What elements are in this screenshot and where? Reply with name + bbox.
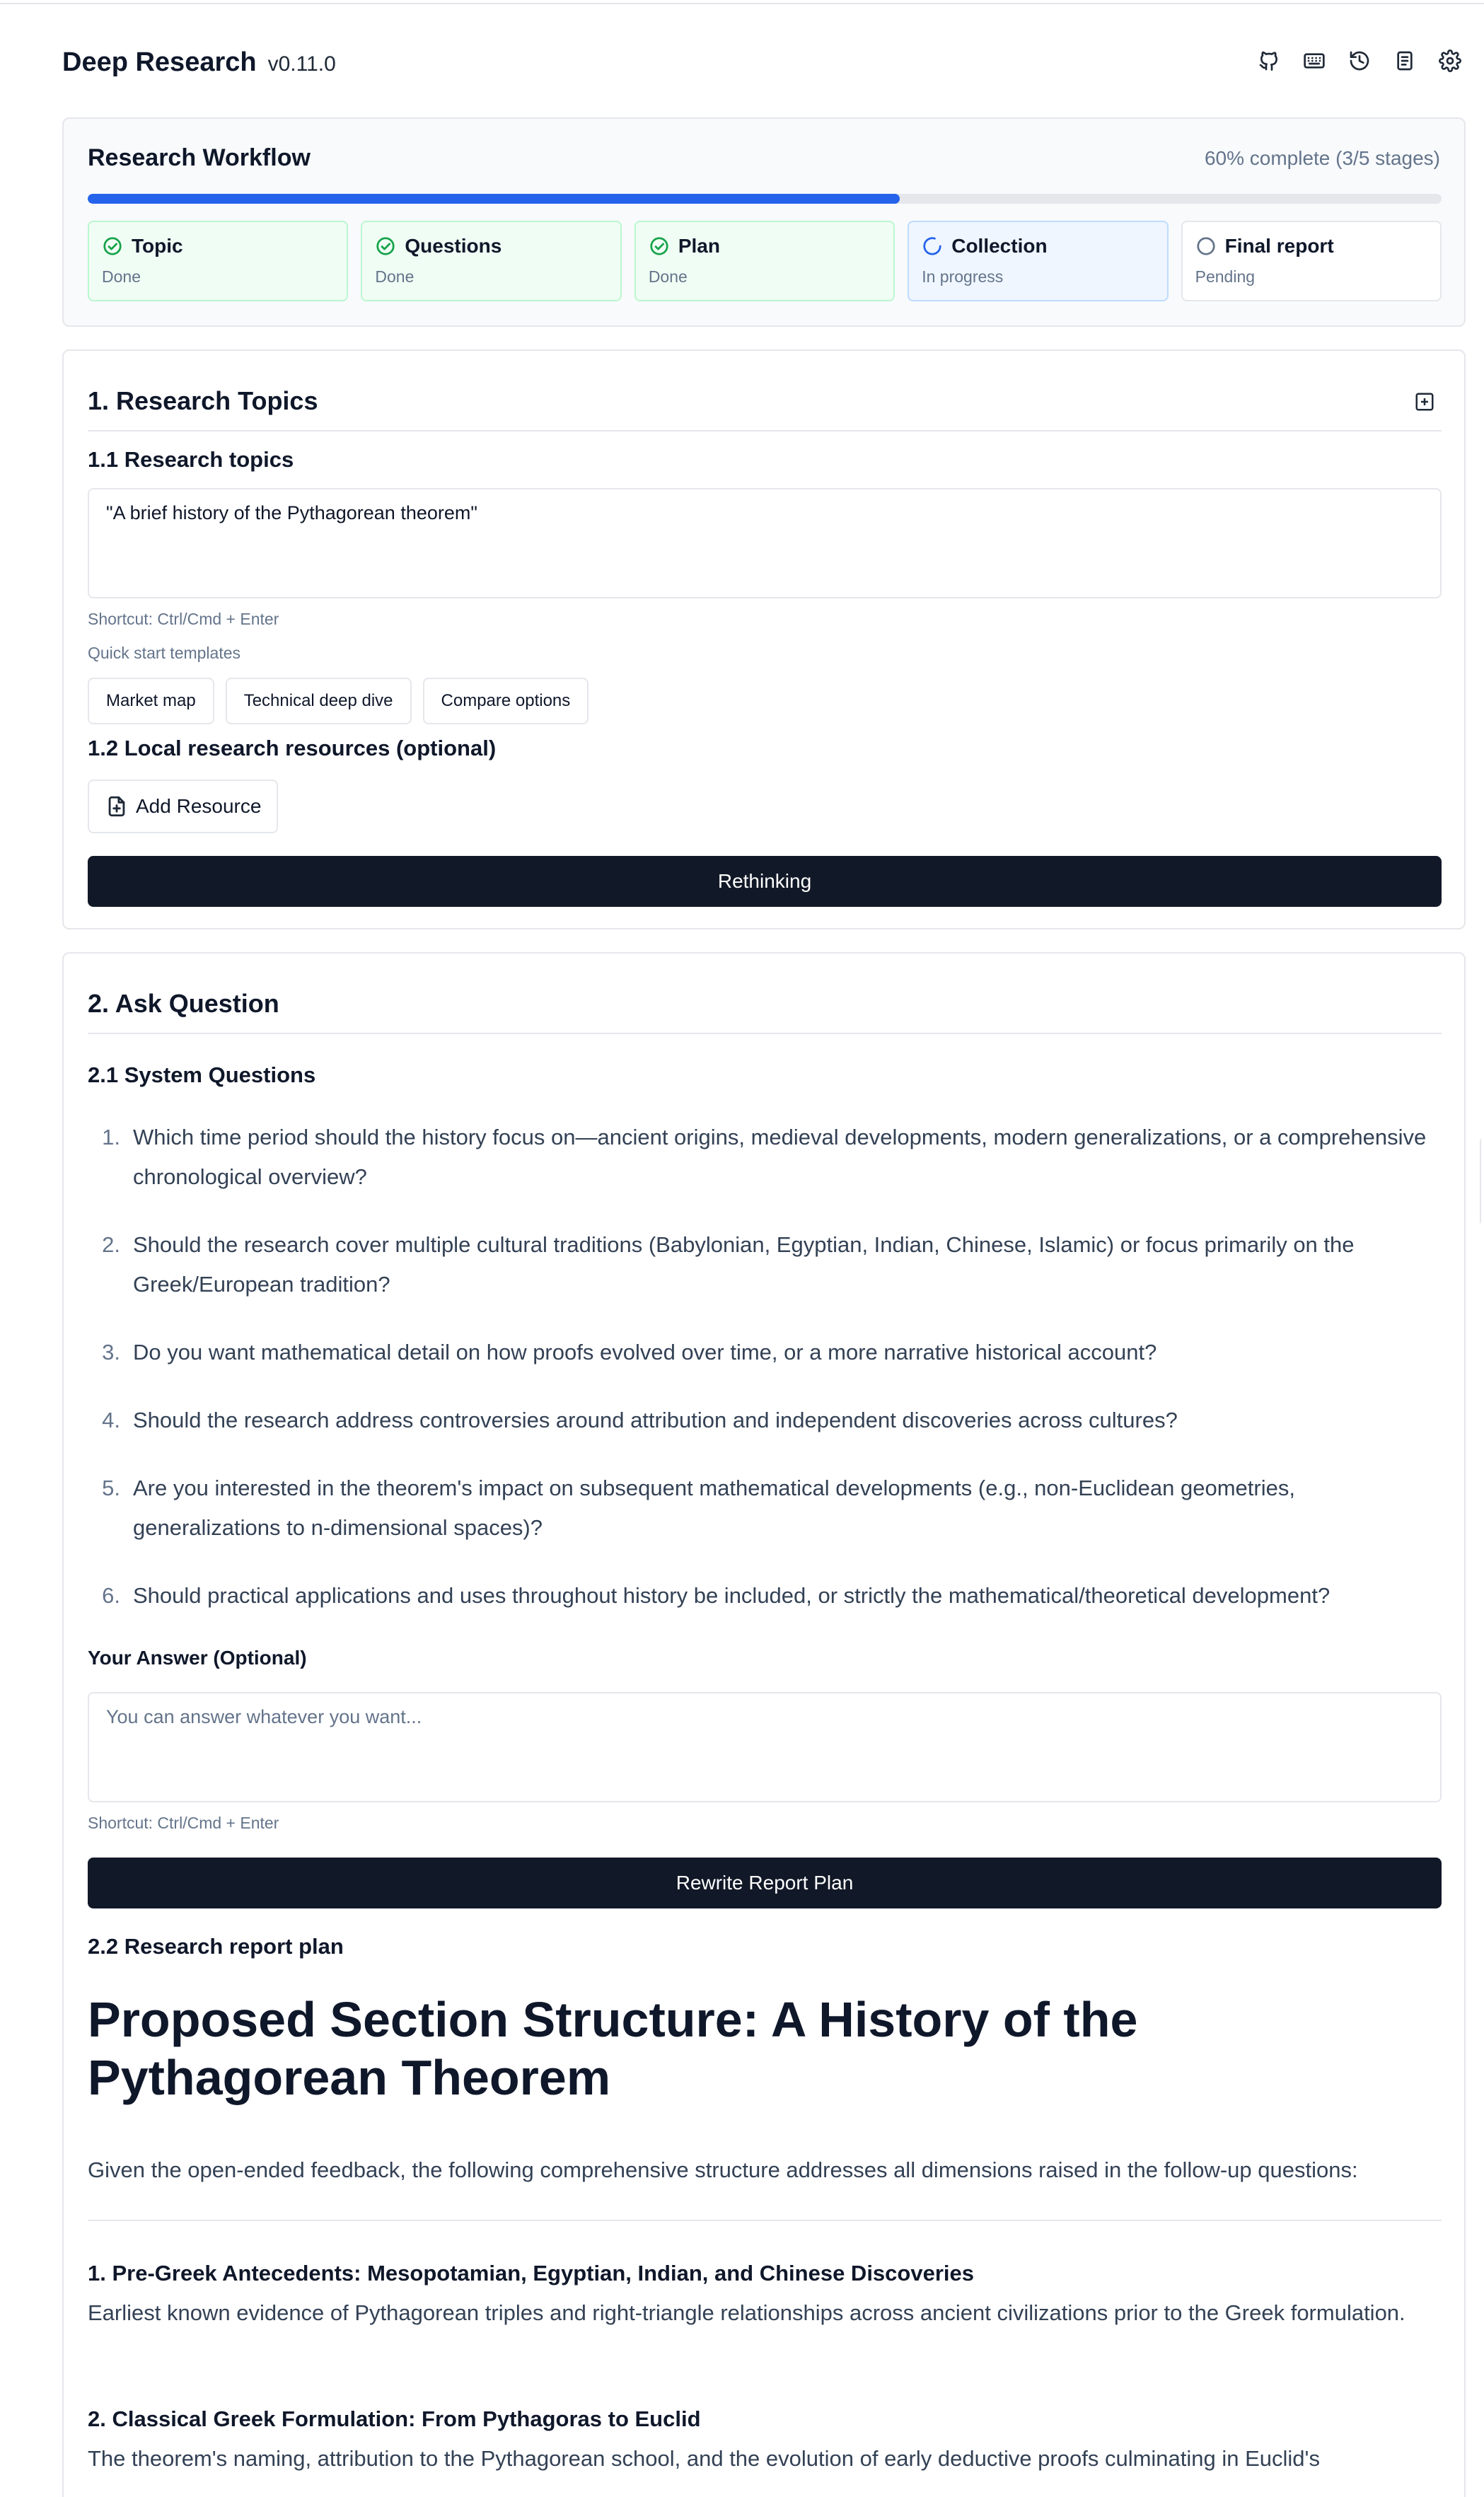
- divider: [88, 430, 1442, 431]
- file-plus-icon: [105, 794, 129, 818]
- shortcut-hint: Shortcut: Ctrl/Cmd + Enter: [88, 610, 279, 628]
- knowledge-icon[interactable]: [1389, 45, 1420, 76]
- stage-name: Final report: [1224, 235, 1334, 257]
- list-item: [88, 1468, 1442, 1548]
- report-plan-intro: Given the open-ended feedback, the following comprehensive structure addresses all dimensions raised in the follow-up questions:: [88, 2157, 1358, 2182]
- workflow-stages: [88, 221, 1442, 301]
- new-research-button[interactable]: [1409, 386, 1440, 417]
- app-version: v0.11.0: [267, 52, 336, 76]
- keyboard-icon[interactable]: [1299, 45, 1330, 76]
- scrollbar-edge[interactable]: [1480, 1139, 1484, 1224]
- shortcut-hint: Shortcut: Ctrl/Cmd + Enter: [88, 1814, 279, 1832]
- stage-plan[interactable]: [634, 221, 895, 301]
- settings-icon[interactable]: [1434, 45, 1466, 76]
- plan-section-title: 1. Pre-Greek Antecedents: Mesopotamian, Egyptian, Indian, and Chinese Discoveries: [88, 2261, 974, 2285]
- divider: [88, 1033, 1442, 1034]
- list-item: [88, 1333, 1442, 1372]
- header-toolbar: [1253, 45, 1466, 76]
- plan-section: [88, 2404, 1442, 2478]
- workflow-title: Research Workflow: [88, 144, 311, 171]
- stage-state: In progress: [922, 267, 1004, 286]
- stage-final-report[interactable]: [1181, 221, 1442, 301]
- template-compare-options-button[interactable]: Compare options: [423, 678, 589, 724]
- add-resource-button[interactable]: [88, 780, 278, 833]
- square-plus-icon: [1414, 391, 1435, 412]
- ask-question-section: [62, 952, 1466, 2497]
- plan-section-title: 2. Classical Greek Formulation: From Pythagoras to Euclid: [88, 2406, 701, 2431]
- divider: [88, 2220, 1442, 2221]
- template-market-map-button[interactable]: Market map: [88, 678, 214, 724]
- research-topics-section: [62, 349, 1466, 929]
- report-plan-title: Proposed Section Structure: A History of the Pythagorean Theorem: [88, 1992, 1138, 2105]
- stage-name: Plan: [678, 235, 720, 257]
- plan-section: [88, 2258, 1442, 2332]
- question-text: Should the research address controversies around attribution and independent discoveries across cultures?: [133, 1408, 1178, 1432]
- subsection-title: 2.2 Research report plan: [88, 1934, 344, 1959]
- app-title: Deep Research: [62, 47, 257, 77]
- history-icon[interactable]: [1344, 45, 1375, 76]
- subsection-title: 2.1 System Questions: [88, 1062, 316, 1087]
- check-circle-icon: [375, 236, 396, 257]
- rethinking-button[interactable]: Rethinking: [88, 856, 1442, 907]
- stage-name: Collection: [951, 235, 1048, 257]
- list-number: 3.: [102, 1340, 120, 1365]
- templates-label: Quick start templates: [88, 644, 241, 662]
- list-number: 4.: [102, 1408, 120, 1432]
- plan-section-description: Earliest known evidence of Pythagorean triples and right-triangle relationships across ancient civilizations prior to the Greek formulation.: [88, 2300, 1405, 2325]
- stage-name: Topic: [132, 235, 183, 257]
- check-circle-icon: [102, 236, 123, 257]
- check-circle-icon: [649, 236, 670, 257]
- app-header: [62, 41, 1466, 83]
- question-text: Are you interested in the theorem's impact on subsequent mathematical developments (e.g., non-Euclidean geometries, generalizations to n-dimensional spaces)?: [133, 1476, 1295, 1540]
- add-resource-label: Add Resource: [136, 795, 262, 817]
- stage-name: Questions: [405, 235, 502, 257]
- template-buttons: [88, 678, 589, 724]
- workflow-progress-fill: [88, 194, 900, 204]
- system-questions-list: [88, 1118, 1442, 1644]
- window-top-border: [0, 0, 1484, 4]
- question-text: Do you want mathematical detail on how proofs evolved over time, or a more narrative historical account?: [133, 1340, 1157, 1365]
- subsection-title: 1.2 Local research resources (optional): [88, 736, 497, 760]
- stage-collection[interactable]: [908, 221, 1168, 301]
- rewrite-report-plan-button[interactable]: Rewrite Report Plan: [88, 1858, 1442, 1908]
- section-title: 2. Ask Question: [88, 989, 279, 1018]
- answer-input[interactable]: [88, 1692, 1442, 1802]
- list-number: 6.: [102, 1583, 120, 1608]
- stage-questions[interactable]: [361, 221, 621, 301]
- question-text: Should practical applications and uses throughout history be included, or strictly the mathematical/theoretical development?: [133, 1583, 1331, 1608]
- template-technical-deep-dive-button[interactable]: Technical deep dive: [226, 678, 412, 724]
- loading-spinner-icon: [922, 236, 943, 257]
- list-item: [88, 1401, 1442, 1440]
- stage-state: Done: [102, 267, 141, 286]
- stage-state: Done: [375, 267, 415, 286]
- stage-topic[interactable]: [88, 221, 348, 301]
- empty-circle-icon: [1195, 236, 1217, 257]
- list-number: 2.: [102, 1232, 120, 1257]
- stage-state: Done: [648, 267, 688, 286]
- subsection-title: 1.1 Research topics: [88, 447, 294, 472]
- list-item: [88, 1225, 1442, 1304]
- research-workflow-panel: [62, 117, 1466, 327]
- plan-section-description: The theorem's naming, attribution to the Pythagorean school, and the evolution of early deductive proofs culminating in Euclid's: [88, 2446, 1320, 2471]
- list-number: 1.: [102, 1125, 120, 1149]
- section-title: 1. Research Topics: [88, 386, 318, 415]
- workflow-progress-text: 60% complete (3/5 stages): [1204, 147, 1440, 169]
- question-text: Should the research cover multiple cultural traditions (Babylonian, Egyptian, Indian, Chinese, Islamic) or focus primarily on the Greek/European tradition?: [133, 1232, 1355, 1297]
- list-item: [88, 1576, 1442, 1616]
- answer-label: Your Answer (Optional): [88, 1647, 307, 1669]
- list-number: 5.: [102, 1476, 120, 1500]
- stage-state: Pending: [1195, 267, 1256, 286]
- github-icon[interactable]: [1253, 45, 1285, 76]
- question-text: Which time period should the history focus on—ancient origins, medieval developments, modern generalizations, or a comprehensive chronological overview?: [133, 1125, 1427, 1189]
- research-topic-input[interactable]: [88, 488, 1442, 598]
- list-item: [88, 1118, 1442, 1197]
- workflow-progress-bar: [88, 194, 1442, 204]
